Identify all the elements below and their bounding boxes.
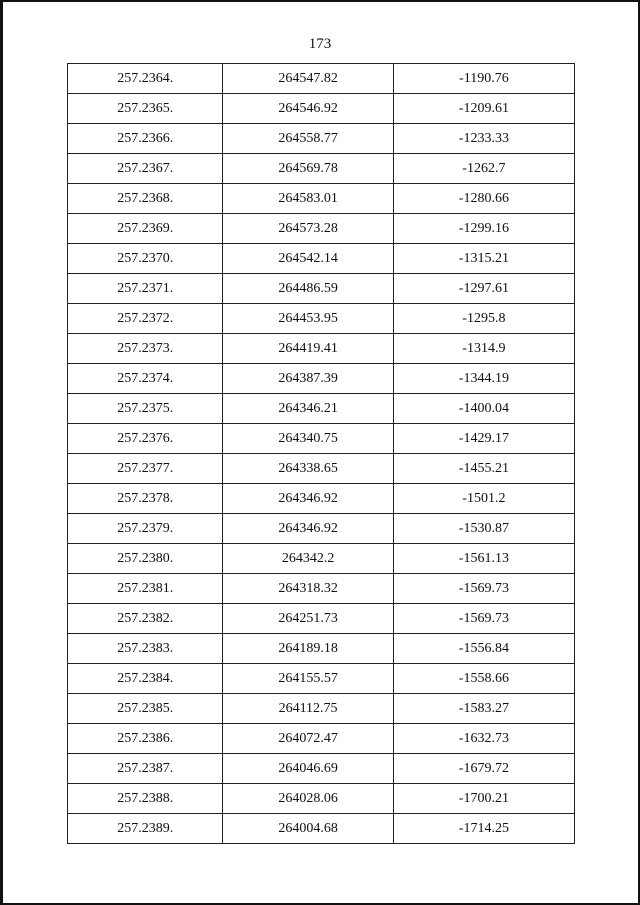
table-row bbox=[68, 634, 575, 664]
y-coordinate-cell: -1569.73 bbox=[393, 574, 574, 604]
y-coordinate-cell: -1344.19 bbox=[393, 364, 574, 394]
x-coordinate-cell: 264346.21 bbox=[223, 394, 393, 424]
table-row bbox=[68, 484, 575, 514]
x-coordinate-cell: 264340.75 bbox=[223, 424, 393, 454]
y-coordinate-cell: -1714.25 bbox=[393, 814, 574, 844]
y-coordinate-cell: -1190.76 bbox=[393, 64, 574, 94]
y-coordinate-cell: -1400.04 bbox=[393, 394, 574, 424]
y-coordinate-cell: -1297.61 bbox=[393, 274, 574, 304]
x-coordinate-cell: 264338.65 bbox=[223, 454, 393, 484]
y-coordinate-cell: -1299.16 bbox=[393, 214, 574, 244]
table-row bbox=[68, 214, 575, 244]
y-coordinate-cell: -1583.27 bbox=[393, 694, 574, 724]
y-coordinate-cell: -1561.13 bbox=[393, 544, 574, 574]
point-id-cell: 257.2373. bbox=[68, 334, 223, 364]
x-coordinate-cell: 264189.18 bbox=[223, 634, 393, 664]
point-id-cell: 257.2370. bbox=[68, 244, 223, 274]
table-row bbox=[68, 604, 575, 634]
x-coordinate-cell: 264346.92 bbox=[223, 514, 393, 544]
y-coordinate-cell: -1280.66 bbox=[393, 184, 574, 214]
table-row bbox=[68, 184, 575, 214]
table-row bbox=[68, 754, 575, 784]
table-row bbox=[68, 544, 575, 574]
y-coordinate-cell: -1295.8 bbox=[393, 304, 574, 334]
point-id-cell: 257.2369. bbox=[68, 214, 223, 244]
point-id-cell: 257.2376. bbox=[68, 424, 223, 454]
point-id-cell: 257.2364. bbox=[68, 64, 223, 94]
point-id-cell: 257.2381. bbox=[68, 574, 223, 604]
table-row bbox=[68, 244, 575, 274]
x-coordinate-cell: 264486.59 bbox=[223, 274, 393, 304]
page-number: 173 bbox=[308, 36, 332, 52]
table-row bbox=[68, 94, 575, 124]
x-coordinate-cell: 264318.32 bbox=[223, 574, 393, 604]
y-coordinate-cell: -1315.21 bbox=[393, 244, 574, 274]
point-id-cell: 257.2380. bbox=[68, 544, 223, 574]
point-id-cell: 257.2375. bbox=[68, 394, 223, 424]
x-coordinate-cell: 264569.78 bbox=[223, 154, 393, 184]
x-coordinate-cell: 264542.14 bbox=[223, 244, 393, 274]
table-row bbox=[68, 694, 575, 724]
x-coordinate-cell: 264028.06 bbox=[223, 784, 393, 814]
point-id-cell: 257.2383. bbox=[68, 634, 223, 664]
x-coordinate-cell: 264546.92 bbox=[223, 94, 393, 124]
y-coordinate-cell: -1700.21 bbox=[393, 784, 574, 814]
point-id-cell: 257.2372. bbox=[68, 304, 223, 334]
y-coordinate-cell: -1679.72 bbox=[393, 754, 574, 784]
table-row bbox=[68, 124, 575, 154]
point-id-cell: 257.2385. bbox=[68, 694, 223, 724]
table-row bbox=[68, 574, 575, 604]
y-coordinate-cell: -1233.33 bbox=[393, 124, 574, 154]
y-coordinate-cell: -1501.2 bbox=[393, 484, 574, 514]
table-row bbox=[68, 724, 575, 754]
table-row bbox=[68, 514, 575, 544]
point-id-cell: 257.2379. bbox=[68, 514, 223, 544]
x-coordinate-cell: 264346.92 bbox=[223, 484, 393, 514]
x-coordinate-cell: 264004.68 bbox=[223, 814, 393, 844]
x-coordinate-cell: 264072.47 bbox=[223, 724, 393, 754]
scan-border-top bbox=[0, 0, 640, 2]
table-body bbox=[68, 64, 575, 844]
point-id-cell: 257.2368. bbox=[68, 184, 223, 214]
table-row bbox=[68, 274, 575, 304]
point-id-cell: 257.2384. bbox=[68, 664, 223, 694]
x-coordinate-cell: 264558.77 bbox=[223, 124, 393, 154]
y-coordinate-cell: -1556.84 bbox=[393, 634, 574, 664]
point-id-cell: 257.2371. bbox=[68, 274, 223, 304]
y-coordinate-cell: -1530.87 bbox=[393, 514, 574, 544]
x-coordinate-cell: 264342.2 bbox=[223, 544, 393, 574]
table-row bbox=[68, 424, 575, 454]
point-id-cell: 257.2365. bbox=[68, 94, 223, 124]
y-coordinate-cell: -1314.9 bbox=[393, 334, 574, 364]
table-row bbox=[68, 154, 575, 184]
x-coordinate-cell: 264453.95 bbox=[223, 304, 393, 334]
scan-border-left bbox=[0, 0, 3, 905]
table-row bbox=[68, 334, 575, 364]
table-row bbox=[68, 784, 575, 814]
table-row bbox=[68, 394, 575, 424]
x-coordinate-cell: 264419.41 bbox=[223, 334, 393, 364]
x-coordinate-cell: 264573.28 bbox=[223, 214, 393, 244]
x-coordinate-cell: 264251.73 bbox=[223, 604, 393, 634]
point-id-cell: 257.2388. bbox=[68, 784, 223, 814]
y-coordinate-cell: -1569.73 bbox=[393, 604, 574, 634]
point-id-cell: 257.2387. bbox=[68, 754, 223, 784]
x-coordinate-cell: 264046.69 bbox=[223, 754, 393, 784]
table-row bbox=[68, 664, 575, 694]
x-coordinate-cell: 264155.57 bbox=[223, 664, 393, 694]
point-id-cell: 257.2378. bbox=[68, 484, 223, 514]
y-coordinate-cell: -1558.66 bbox=[393, 664, 574, 694]
x-coordinate-cell: 264387.39 bbox=[223, 364, 393, 394]
point-id-cell: 257.2377. bbox=[68, 454, 223, 484]
point-id-cell: 257.2367. bbox=[68, 154, 223, 184]
y-coordinate-cell: -1429.17 bbox=[393, 424, 574, 454]
point-id-cell: 257.2382. bbox=[68, 604, 223, 634]
point-id-cell: 257.2389. bbox=[68, 814, 223, 844]
point-id-cell: 257.2366. bbox=[68, 124, 223, 154]
y-coordinate-cell: -1209.61 bbox=[393, 94, 574, 124]
table-row bbox=[68, 364, 575, 394]
x-coordinate-cell: 264112.75 bbox=[223, 694, 393, 724]
y-coordinate-cell: -1262.7 bbox=[393, 154, 574, 184]
y-coordinate-cell: -1632.73 bbox=[393, 724, 574, 754]
table-row bbox=[68, 454, 575, 484]
point-id-cell: 257.2386. bbox=[68, 724, 223, 754]
table-row bbox=[68, 64, 575, 94]
x-coordinate-cell: 264583.01 bbox=[223, 184, 393, 214]
y-coordinate-cell: -1455.21 bbox=[393, 454, 574, 484]
coordinates-table bbox=[67, 63, 575, 844]
table-row bbox=[68, 304, 575, 334]
x-coordinate-cell: 264547.82 bbox=[223, 64, 393, 94]
table-row bbox=[68, 814, 575, 844]
point-id-cell: 257.2374. bbox=[68, 364, 223, 394]
